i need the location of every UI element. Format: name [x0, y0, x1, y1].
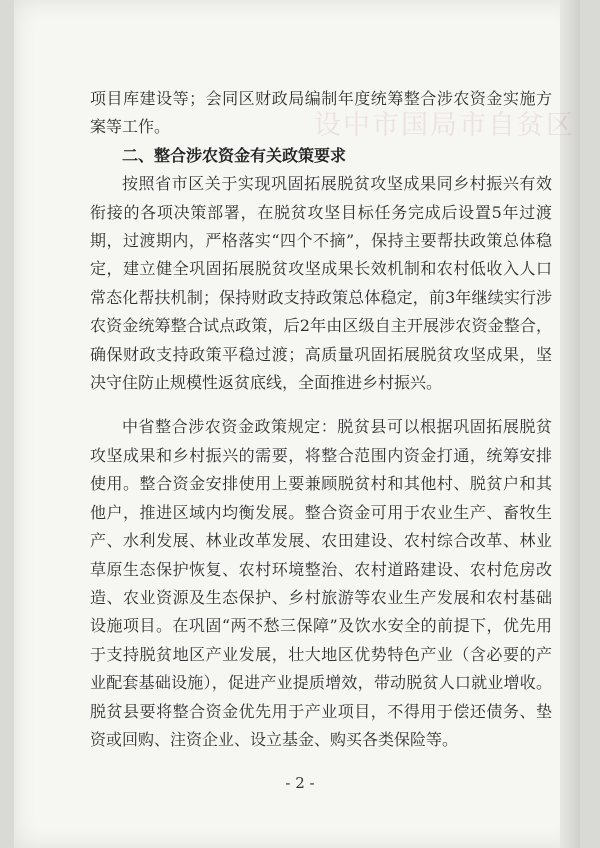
- paragraph-policy-rules: 中省整合涉农资金政策规定：脱贫县可以根据巩固拓展脱贫攻坚成果和乡村振兴的需要，将整合范围内资金打通，统筹安排使用。整合资金安排使用上要兼顾脱贫村和其他村、脱贫户和其他户，推进区域内均衡发展。整合资金可用于农业生产、畜牧生产、水利发展、林业改革发展、农田建设、农村综合改革、林业草原生态保护恢复、农村环境整治、农村道路建设、农村危房改造、农业资源及生态保护、乡村旅游等农业生产发展和农村基础设施项目。在巩固“两不愁三保障”及饮水安全的前提下，优先用于支持脱贫地区产业发展，壮大地区优势特色产业（含必要的产业配套基础设施），促进产业提质增效，带动脱贫人口就业增收。脱贫县要将整合资金优先用于产业项目，不得用于偿还债务、垫资或回购、注资企业、设立基金、购买各类保险等。: [90, 417, 552, 749]
- page-number: - 2 -: [285, 774, 315, 792]
- bleed-through-text: 设中市国局市自贫区: [314, 110, 575, 141]
- document-body: [90, 85, 552, 754]
- paragraph-continuation: 项目库建设等；会同区财政局编制年度统筹整合涉农资金实施方案等工作。: [90, 89, 552, 137]
- paragraph-policy-deployment: 按照省市区关于实现巩固拓展脱贫攻坚成果同乡村振兴有效衔接的各项决策部署，在脱贫攻坚目标任务完成后设置5年过渡期，过渡期内，严格落实“四个不摘”，保持主要帮扶政策总体稳定，建立健全巩固拓展脱贫攻坚成果长效机制和农村低收入人口常态化帮扶机制；保持财政支持政策总体稳定，前3年继续实行涉农资金统筹整合试点政策，后2年由区级自主开展涉农资金整合，确保财政支持政策平稳过渡；高质量巩固拓展脱贫攻坚成果，坚决守住防止规模性返贫底线，全面推进乡村振兴。: [90, 174, 552, 393]
- section-heading: 二、整合涉农资金有关政策要求: [122, 145, 347, 165]
- paragraph-gap: [90, 397, 552, 413]
